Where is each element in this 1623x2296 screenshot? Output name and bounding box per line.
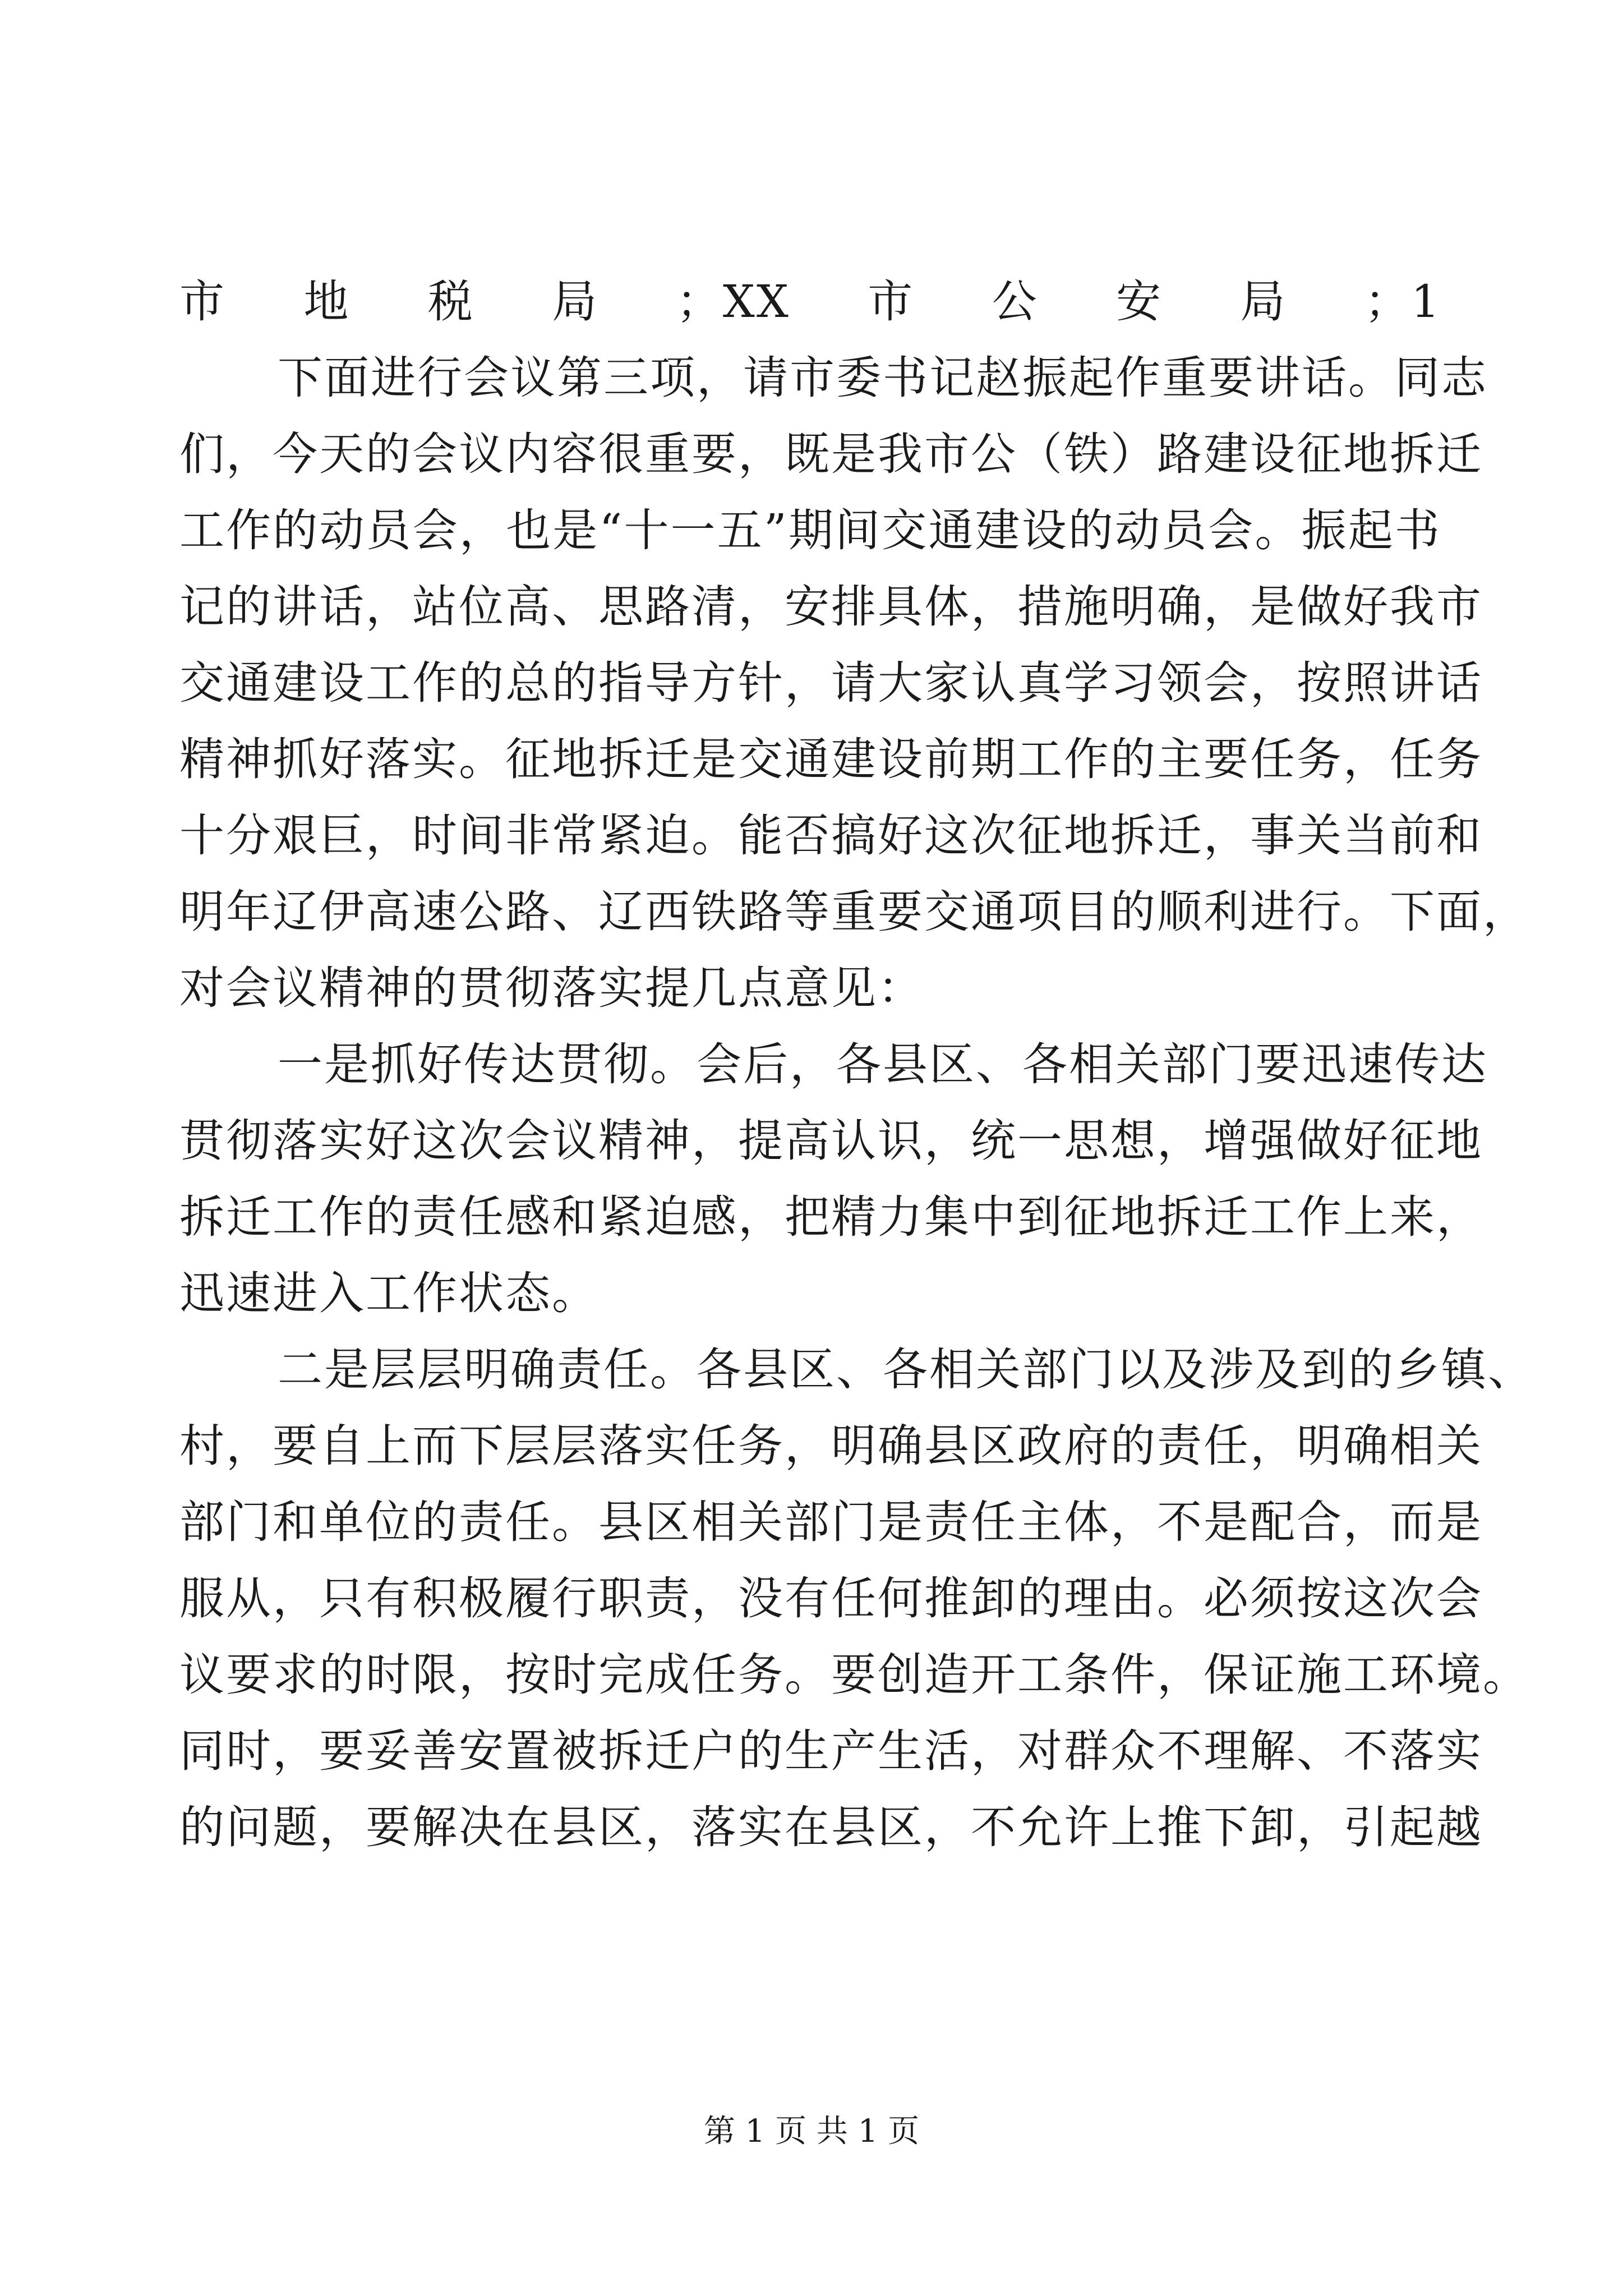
- text-line: 对会议精神的贯彻落实提几点意见：: [179, 962, 924, 1014]
- text-line: 议要求的时限，按时完成任务。要创造开工条件，保证施工环境。: [179, 1649, 1529, 1701]
- text-line: 的问题，要解决在县区，落实在县区，不允许上推下卸，引起越: [179, 1801, 1483, 1853]
- text-line: 服从，只有积极履行职责，没有任何推卸的理由。必须按这次会: [179, 1572, 1483, 1625]
- text-line: 部门和单位的责任。县区相关部门是责任主体，不是配合，而是: [179, 1496, 1483, 1548]
- text-line: 市地税局；XX市公安局；1: [179, 275, 1441, 328]
- text-line: 拆迁工作的责任感和紧迫感，把精力集中到征地拆迁工作上来，: [179, 1191, 1483, 1243]
- text-line: 们，今天的会议内容很重要，既是我市公（铁）路建设征地拆迁: [179, 428, 1483, 480]
- text-line: 工作的动员会，也是“十一五”期间交通建设的动员会。振起书: [179, 504, 1441, 556]
- text-line: 村，要自上而下层层落实任务，明确县区政府的责任，明确相关: [179, 1420, 1483, 1472]
- text-line: 精神抓好落实。征地拆迁是交通建设前期工作的主要任务，任务: [179, 733, 1483, 785]
- text-line: 记的讲话，站位高、思路清，安排具体，措施明确，是做好我市: [179, 581, 1483, 633]
- text-line: 同时，要妥善安置被拆迁户的生产生活，对群众不理解、不落实: [179, 1725, 1483, 1777]
- document-body: [179, 264, 1534, 1866]
- text-line: 一是抓好传达贯彻。会后，各县区、各相关部门要迅速传达: [278, 1038, 1488, 1091]
- text-line: 交通建设工作的总的指导方针，请大家认真学习领会，按照讲话: [179, 657, 1483, 709]
- text-line: 明年辽伊高速公路、辽西铁路等重要交通项目的顺利进行。下面，: [179, 886, 1529, 938]
- text-line: 十分艰巨，时间非常紧迫。能否搞好这次征地拆迁，事关当前和: [179, 809, 1483, 862]
- text-line: 二是层层明确责任。各县区、各相关部门以及涉及到的乡镇、: [278, 1343, 1534, 1396]
- page-footer: 第 1 页 共 1 页: [703, 2113, 920, 2150]
- text-line: 迅速进入工作状态。: [179, 1267, 598, 1319]
- text-line: 下面进行会议第三项，请市委书记赵振起作重要讲话。同志: [278, 352, 1488, 404]
- text-line: 贯彻落实好这次会议精神，提高认识，统一思想，增强做好征地: [179, 1115, 1483, 1167]
